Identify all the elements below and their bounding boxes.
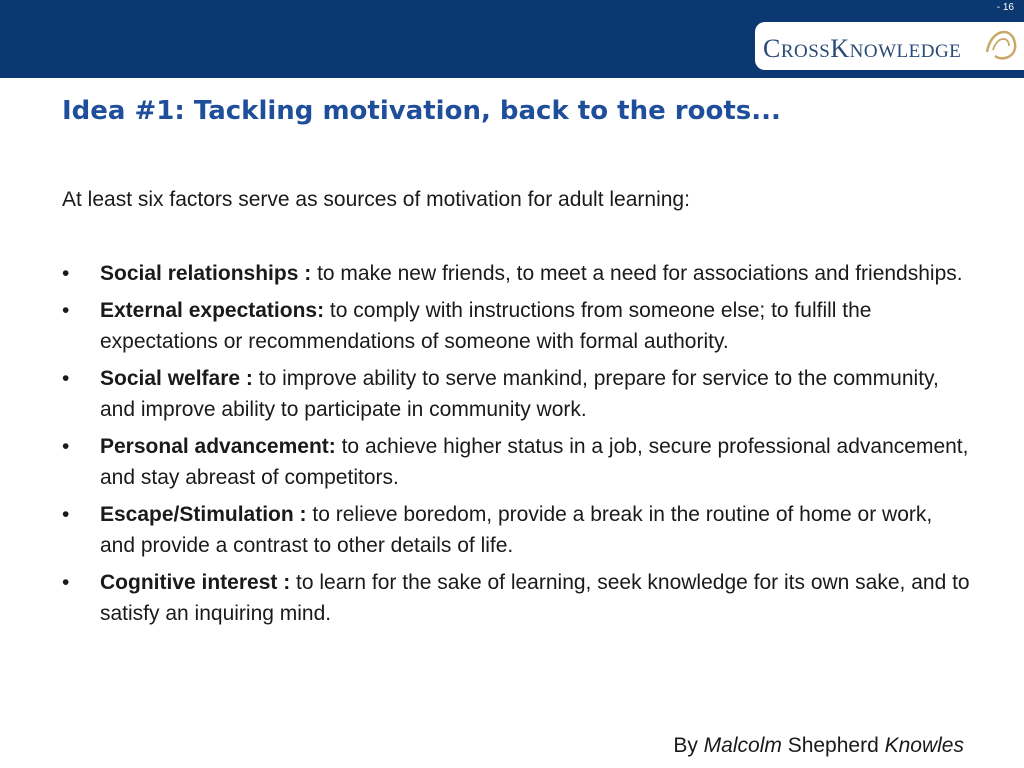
bullet-icon: •: [62, 262, 70, 285]
factor-term: Social relationships :: [100, 262, 312, 285]
motivation-factor-list: [62, 258, 972, 635]
list-item-external-expectations: [62, 295, 972, 357]
bullet-icon: •: [62, 367, 70, 390]
factor-term: Cognitive interest :: [100, 571, 291, 594]
bullet-icon: •: [62, 503, 70, 526]
factor-description: to make new friends, to meet a need for associations and friendships.: [311, 262, 963, 285]
top-bar: [0, 0, 1024, 16]
author-byline: By Malcolm Shepherd Knowles: [673, 734, 964, 757]
factor-description: to improve ability to serve mankind, prepare for service to the community, and improve ability to participate in community work.: [100, 367, 939, 421]
logo-wordmark: CROSSKNOWLEDGE: [763, 34, 962, 63]
factor-term: Personal advancement:: [100, 435, 336, 458]
list-item-social-welfare: [62, 363, 972, 425]
list-item-cognitive-interest: [62, 567, 972, 629]
list-item-escape-stimulation: [62, 499, 972, 561]
factor-description: to learn for the sake of learning, seek knowledge for its own sake, and to satisfy an inquiring mind.: [100, 571, 970, 625]
bullet-icon: •: [62, 435, 70, 458]
bullet-icon: •: [62, 571, 70, 594]
factor-term: Social welfare :: [100, 367, 253, 390]
list-item-personal-advancement: [62, 431, 972, 493]
factor-description: to achieve higher status in a job, secure professional advancement, and stay abreast of competitors.: [100, 435, 969, 489]
list-item-social-relationships: [62, 258, 972, 289]
logo-swirl-icon: [977, 22, 1023, 68]
slide-title: Idea #1: Tackling motivation, back to the roots...: [62, 96, 781, 126]
factor-description: to relieve boredom, provide a break in the routine of home or work, and provide a contrast to other details of life.: [100, 503, 933, 557]
factor-term: External expectations:: [100, 299, 325, 322]
bullet-icon: •: [62, 299, 70, 322]
factor-term: Escape/Stimulation :: [100, 503, 307, 526]
intro-text: At least six factors serve as sources of motivation for adult learning:: [62, 188, 690, 211]
page-number: - 16: [996, 2, 1014, 13]
logo: [755, 22, 1024, 70]
factor-description: to comply with instructions from someone else; to fulfill the expectations or recommendations of someone with formal authority.: [100, 299, 872, 353]
